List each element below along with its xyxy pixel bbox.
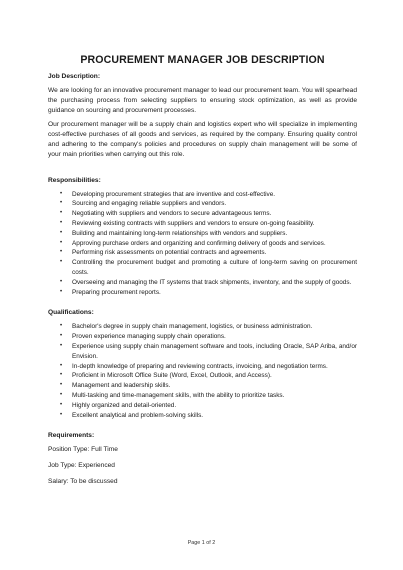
bullet-icon: • [60, 372, 63, 379]
bullet-icon: • [60, 239, 63, 246]
list-item: • Approving purchase orders and organizing and confirming delivery of goods and services. [60, 239, 326, 247]
list-item: • Performing risk assessments on potential contracts and agreements. [60, 249, 267, 257]
bullet-icon: • [60, 249, 63, 256]
bullet-icon: • [60, 210, 63, 217]
list-item: • Multi-tasking and time-management skills, with the ability to prioritize tasks. [60, 391, 285, 399]
list-item: • Sourcing and engaging reliable suppliers and vendors. [60, 200, 227, 208]
list-item: • Highly organized and detail-oriented. [60, 401, 177, 409]
bullet-icon: • [60, 200, 63, 207]
bullet-icon: • [60, 219, 63, 226]
job-description-paragraph: We are looking for an innovative procurement manager to lead our procurement team. You will spearhead the purchasing process from selecting suppliers to ensuring stock optimization, as well as provide guidance on sourcing and procurement processes. [48, 87, 357, 114]
bullet-icon: • [60, 362, 63, 369]
requirements-heading: Requirements: [48, 432, 95, 440]
bullet-icon: • [60, 278, 63, 285]
bullet-icon: • [60, 401, 63, 408]
document-title: PROCUREMENT MANAGER JOB DESCRIPTION [80, 54, 325, 66]
bullet-icon: • [60, 190, 63, 197]
list-item: • Excellent analytical and problem-solving skills. [60, 411, 204, 419]
list-item: • Overseeing and managing the IT systems that track shipments, inventory, and the supply of goods. [60, 278, 352, 286]
bullet-icon: • [60, 382, 63, 389]
job-description-heading: Job Description: [48, 73, 101, 80]
list-item: • In-depth knowledge of preparing and reviewing contracts, invoicing, and negotiation terms. [60, 362, 328, 370]
bullet-icon: • [60, 288, 63, 295]
list-item: • Reviewing existing contracts with suppliers and vendors to ensure on-going feasibility. [60, 219, 315, 227]
list-item: • Proven experience managing supply chain operations. [60, 333, 226, 341]
bullet-icon: • [60, 229, 63, 236]
responsibilities-list [60, 190, 357, 298]
list-item: • Building and maintaining long-term relationships with vendors and suppliers. [60, 229, 288, 237]
bullet-icon: • [60, 342, 63, 349]
list-item: • Developing procurement strategies that are inventive and cost-effective. [60, 190, 276, 198]
bullet-icon: • [60, 259, 63, 266]
job-description-paragraph: Our procurement manager will be a supply chain and logistics expert who will specialize in implementing cost-effective purchases of all goods and services, as required by the company. Ensuring quality control and adhering to the company's policies and procedures on supply chain management will be some of your main priorities when carrying out this role. [48, 121, 357, 158]
bullet-icon: • [60, 411, 63, 418]
page-number: Page 1 of 2 [187, 540, 216, 546]
list-item: • Management and leadership skills. [60, 382, 171, 390]
responsibilities-heading: Responsibilities: [48, 176, 101, 184]
qualifications-heading: Qualifications: [48, 309, 94, 317]
list-item: • Preparing procurement reports. [60, 288, 161, 296]
bullet-icon: • [60, 333, 63, 340]
job-type: Job Type: Experienced [48, 462, 115, 470]
salary: Salary: To be discussed [48, 478, 118, 486]
list-item: • Bachelor's degree in supply chain management, logistics, or business administration. [60, 323, 313, 331]
list-item: • Controlling the procurement budget and promoting a culture of long-term saving on procurement costs. [60, 259, 357, 276]
position-type: Position Type: Full Time [48, 446, 118, 454]
bullet-icon: • [60, 323, 63, 330]
list-item: • Experience using supply chain management software and tools, including Oracle, SAP Ariba, and/or Envision. [60, 342, 357, 360]
list-item: • Proficient in Microsoft Office Suite (Word, Excel, Outlook, and Access). [60, 372, 272, 380]
bullet-icon: • [60, 391, 63, 398]
list-item: • Negotiating with suppliers and vendors to secure advantageous terms. [60, 210, 272, 218]
qualifications-list [60, 322, 357, 420]
